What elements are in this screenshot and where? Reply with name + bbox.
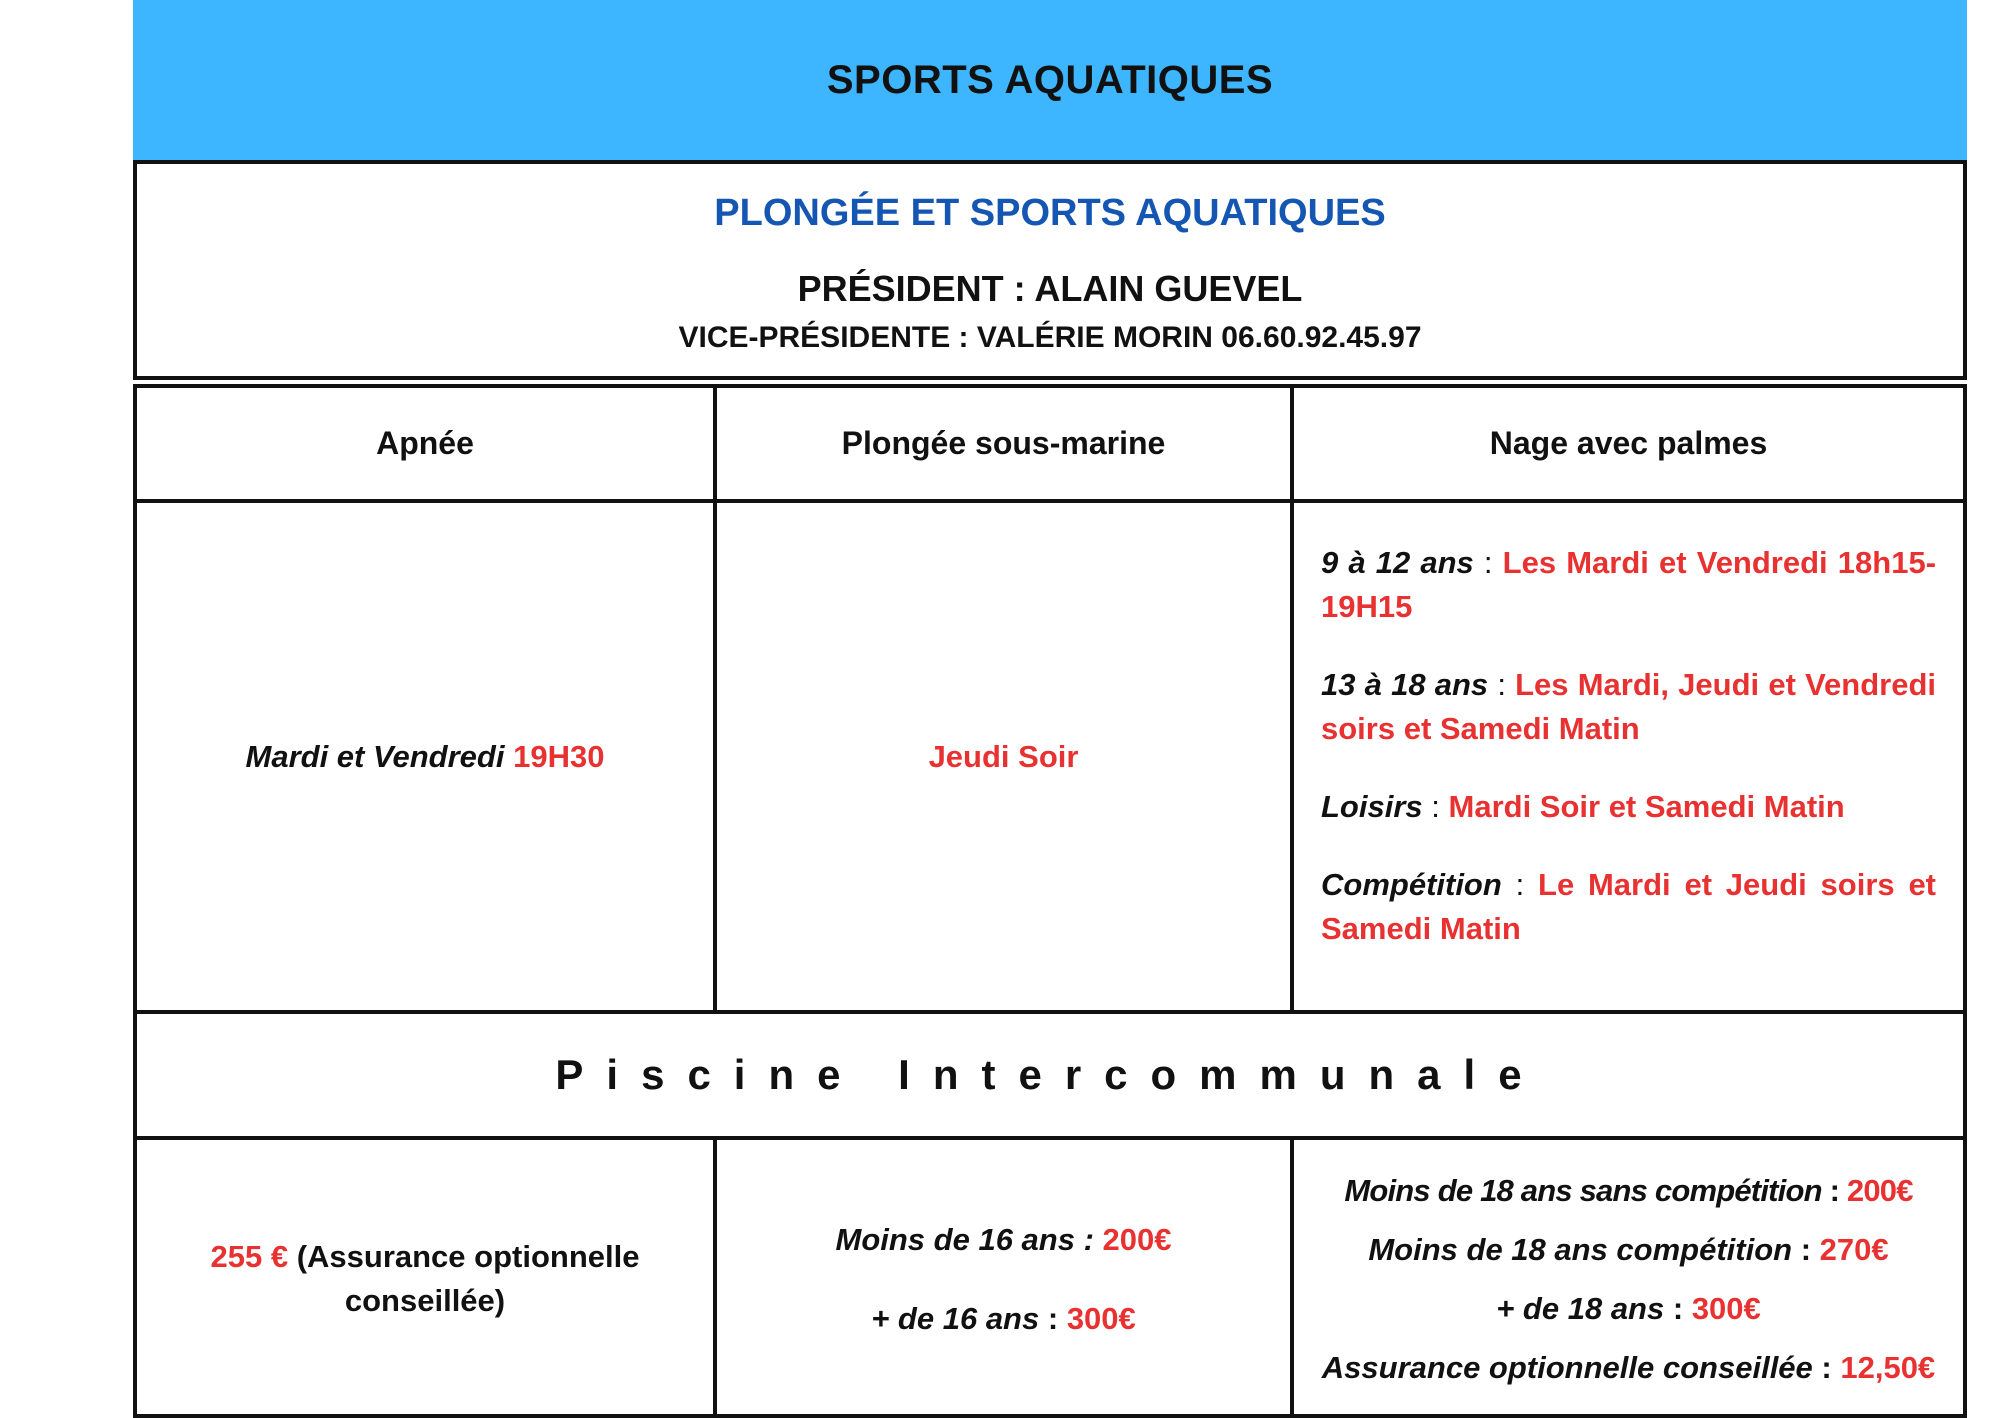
price-line — [1322, 1346, 1935, 1390]
separator: : — [1422, 789, 1449, 824]
price-line — [871, 1297, 1136, 1341]
separator: : — [1039, 1300, 1067, 1336]
pool-name: Piscine Intercommunale — [555, 1051, 1545, 1098]
price-line — [1368, 1228, 1888, 1272]
price-line — [1344, 1169, 1912, 1213]
schedule-nage-group: Loisirs — [1321, 789, 1423, 824]
schedule-nage-group: 13 à 18 ans — [1321, 667, 1489, 702]
column-header-apnee: Apnée — [376, 425, 474, 461]
schedule-nage-entry — [1321, 863, 1936, 951]
price-label: Assurance optionnelle conseillée — [1321, 1349, 1813, 1385]
schedule-apnee — [137, 503, 713, 1010]
price-apnee — [137, 1140, 713, 1418]
schedule-nage-slot: Les Mardi et Vendredi 18h15-19H15 — [1321, 545, 1937, 624]
schedule-nage-group: Compétition — [1321, 867, 1502, 902]
banner — [133, 0, 1967, 160]
separator: : — [1501, 867, 1539, 902]
column-header-nage: Nage avec palmes — [1489, 425, 1768, 461]
price-label: Moins de 18 ans sans compétition — [1344, 1172, 1822, 1208]
schedule-nage-entry — [1321, 541, 1936, 629]
schedule-nage-entry — [1321, 663, 1936, 751]
price-amount: 300€ — [1691, 1290, 1761, 1326]
separator: : — [1473, 545, 1503, 580]
banner-title: SPORTS AQUATIQUES — [826, 57, 1274, 102]
price-apnee-note: (Assurance optionnelle conseillée) — [288, 1239, 640, 1318]
price-nage — [1294, 1140, 1963, 1418]
schedule-plongee: Jeudi Soir — [928, 738, 1079, 774]
schedule-nage-slot: Les Mardi, Jeudi et Vendredi soirs et Samedi Matin — [1321, 667, 1936, 746]
price-line — [836, 1218, 1172, 1262]
schedule-nage-slot: Le Mardi et Jeudi soirs et Samedi Matin — [1321, 867, 1937, 946]
schedule-nage-group: 9 à 12 ans — [1321, 545, 1474, 580]
schedule-nage — [1294, 503, 1963, 1010]
price-amount: 200€ — [1846, 1172, 1913, 1208]
club-name: PLONGÉE ET SPORTS AQUATIQUES — [714, 192, 1386, 234]
price-label: + de 18 ans — [1496, 1290, 1665, 1326]
price-label: Moins de 18 ans compétition — [1368, 1231, 1793, 1267]
schedule-nage-slot: Mardi Soir et Samedi Matin — [1448, 789, 1845, 824]
separator: : — [1488, 667, 1516, 702]
price-apnee-amount: 255 € — [210, 1239, 289, 1274]
price-plongee — [717, 1140, 1290, 1418]
president: PRÉSIDENT : ALAIN GUEVEL — [797, 268, 1303, 309]
schedule-nage-entry — [1321, 785, 1936, 829]
schedule-apnee-time: 19H30 — [513, 738, 605, 774]
price-amount: 200€ — [1102, 1221, 1172, 1257]
separator: : — [1664, 1290, 1692, 1326]
price-label: + de 16 ans — [871, 1300, 1040, 1336]
price-amount: 300€ — [1066, 1300, 1136, 1336]
price-amount: 12,50€ — [1840, 1349, 1936, 1385]
separator: : — [1812, 1349, 1841, 1385]
separator: : — [1792, 1231, 1820, 1267]
activities-table — [133, 384, 1967, 1418]
price-amount: 270€ — [1819, 1231, 1889, 1267]
separator: : — [1821, 1172, 1847, 1208]
column-header-plongee: Plongée sous-marine — [841, 425, 1166, 461]
schedule-apnee-days: Mardi et Vendredi — [245, 738, 505, 774]
price-label: Moins de 16 ans : — [835, 1221, 1103, 1257]
club-header — [133, 160, 1967, 380]
price-line — [1496, 1287, 1761, 1331]
vice-president: VICE-PRÉSIDENTE : VALÉRIE MORIN 06.60.92.45.97 — [678, 321, 1422, 354]
